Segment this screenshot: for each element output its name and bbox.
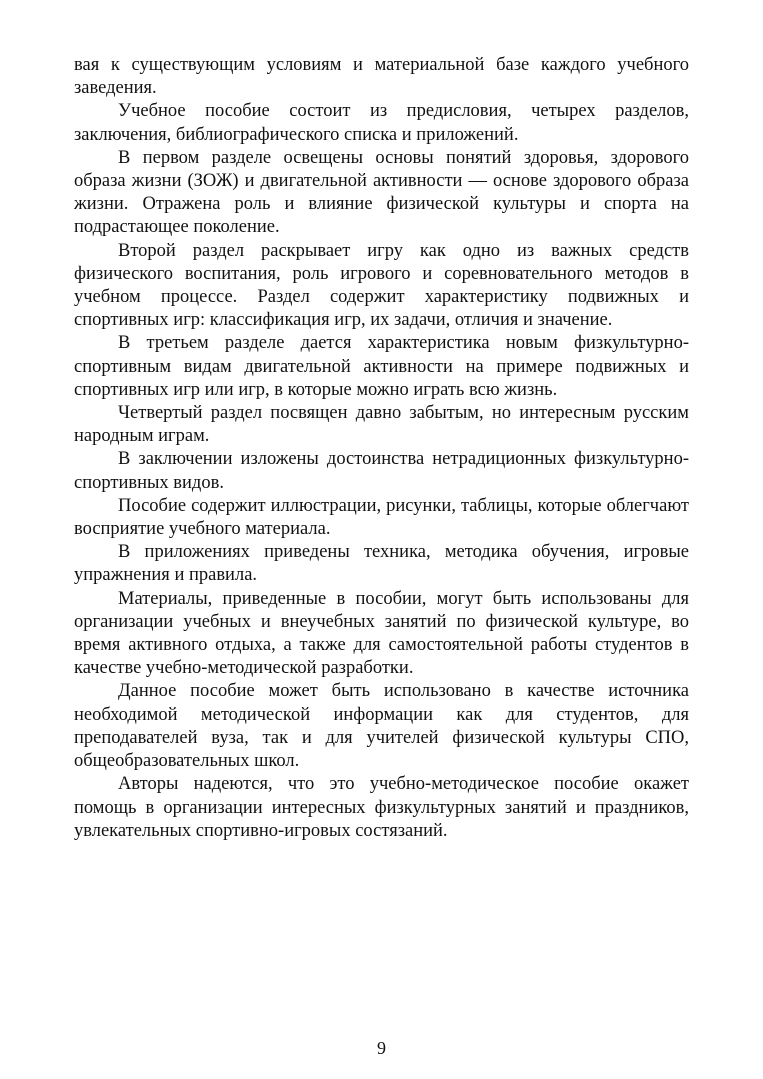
paragraph-structure: Учебное пособие состоит из предисловия, четырех разделов, заключения, библиографического списка и приложений. [74,101,689,145]
page-body [74,54,689,843]
paragraph-authors-hope: Авторы надеются, что это учебно-методическое пособие окажет помощь в организации интересных физкультурных занятий и праздников, увлекательных спортивно-игровых состязаний. [74,774,689,841]
paragraph-appendices: В приложениях приведены техника, методика обучения, игровые упражнения и правила. [74,542,689,586]
paragraph-materials-usage: Материалы, приведенные в пособии, могут быть использованы для организации учебных и внеучебных занятий по физической культуре, во время активного отдыха, а также для самостоятельной работы студентов в качестве учебно-методической разработки. [74,588,689,679]
paragraph-audience: Данное пособие может быть использовано в качестве источника необходимой методической информации как для студентов, для преподавателей вуза, так и для учителей физической культуры СПО, общеобразовательных школ. [74,681,689,772]
paragraph-conclusion: В заключении изложены достоинства нетрадиционных физкультурно-спортивных видов. [74,449,689,493]
page-number: 9 [377,1038,386,1058]
paragraph-section-1: В первом разделе освещены основы понятий здоровья, здорового образа жизни (ЗОЖ) и двигательной активности — основе здорового образа жизни. Отражена роль и влияние физической культуры и спорта на подрастающее поколение. [74,147,689,238]
paragraph-section-3: В третьем разделе дается характеристика новым физкультурно-спортивным видам двигательной активности на примере подвижных и спортивных игр или игр, в которые можно играть всю жизнь. [74,333,689,400]
paragraph-illustrations: Пособие содержит иллюстрации, рисунки, таблицы, которые облегчают восприятие учебного материала. [74,495,689,540]
paragraph-continuation: вая к существующим условиям и материальной базе каждого учебного заведения. [74,55,689,99]
paragraph-section-2: Второй раздел раскрывает игру как одно из важных средств физического воспитания, роль игрового и соревновательного методов в учебном процессе. Раздел содержит характеристику подвижных и спортивных игр: классификация игр, их задачи, отличия и значение. [74,240,689,331]
paragraph-section-4: Четвертый раздел посвящен давно забытым, но интересным русским народным играм. [74,403,689,447]
